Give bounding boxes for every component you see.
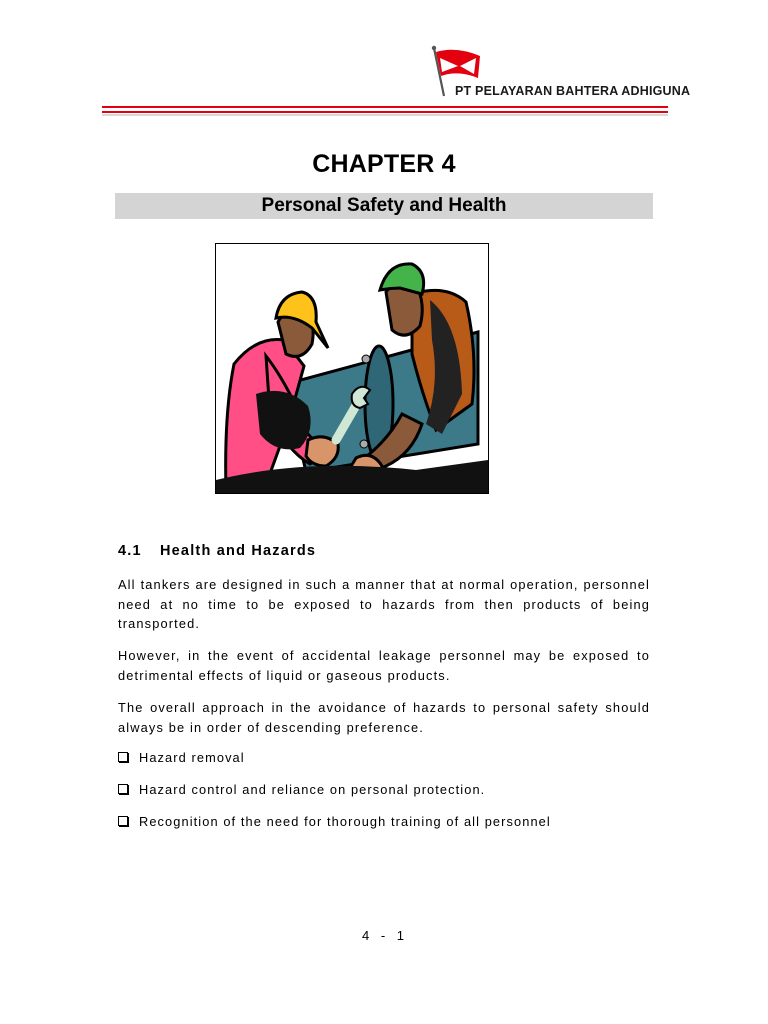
section-title: Personal Safety and Health — [115, 193, 653, 219]
company-logo — [428, 44, 691, 102]
checkbox-bullet-icon — [118, 784, 128, 794]
subsection-title: Health and Hazards — [160, 543, 317, 559]
paragraph-1: All tankers are designed in such a manner that at normal operation, personnel need at no time to be exposed to hazards from then products of being transported. — [118, 577, 650, 631]
checkbox-bullet-icon — [118, 816, 128, 826]
company-name: PT PELAYARAN BAHTERA ADHIGUNA — [455, 84, 691, 98]
bullet-text: Hazard removal — [139, 750, 245, 765]
workers-with-hardhats-and-wrench-icon — [216, 244, 488, 493]
subsection-number: 4.1 — [118, 543, 142, 559]
bullet-item — [118, 814, 551, 829]
header-rule-shadow — [102, 114, 668, 116]
checkbox-bullet-icon — [118, 752, 128, 762]
chapter-title: CHAPTER 4 — [312, 150, 456, 178]
paragraph-2: However, in the event of accidental leakage personnel may be exposed to detrimental effects of liquid or gaseous products. — [118, 648, 650, 683]
workers-illustration — [215, 243, 489, 494]
paragraph-3: The overall approach in the avoidance of hazards to personal safety should always be in order of descending preference. — [118, 700, 650, 735]
header-rule-top — [102, 106, 668, 108]
bullet-item — [118, 750, 245, 765]
bullet-text: Recognition of the need for thorough training of all personnel — [139, 814, 551, 829]
bullet-text: Hazard control and reliance on personal protection. — [139, 782, 486, 797]
page-number: 4 - 1 — [361, 928, 406, 943]
subsection-heading — [118, 543, 316, 559]
header-rule-bottom — [102, 111, 668, 113]
bullet-item — [118, 782, 485, 797]
